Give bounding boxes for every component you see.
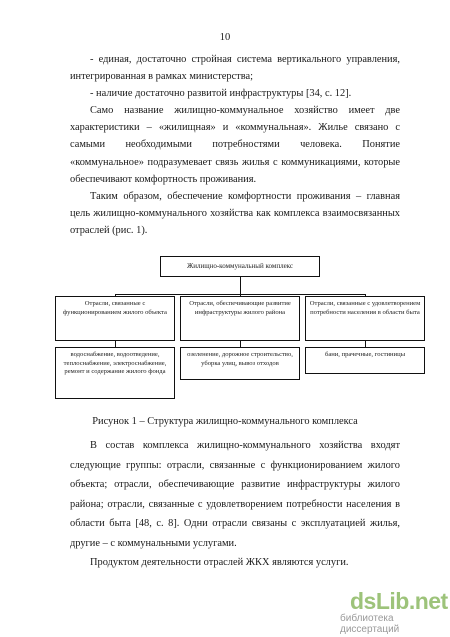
paragraph: - единая, достаточно стройная система вертикального управления, интегрированная в рамках министерства; [70,54,400,83]
body-text-bottom [70,436,400,573]
body-text-top [70,51,400,239]
paragraph: Таким образом, обеспечение комфортности проживания – главная цель жилищно-коммунального хозяйства как комплекса взаимосвязанных отраслей (рис. 1). [70,190,400,236]
structure-diagram [40,250,430,400]
figure-caption: Рисунок 1 – Структура жилищно-коммунального комплекса [92,416,358,427]
group-box-housing: Отрасли, связанные с функционированием жилого объекта [55,296,175,341]
watermark-subtitle: библиотека диссертаций [340,613,400,635]
page-number: 10 [219,32,231,43]
diagram-root-box: Жилищно-коммунальный комплекс [160,256,320,277]
group-box-services: Отрасли, связанные с удовлетворением потребности населения в области быта [305,296,425,341]
detail-box-housing: водоснабжение, водоотведение, теплоснабжение, электроснабжение, ремонт и содержание жилого фонда [55,347,175,399]
paragraph: Само название жилищно-коммунальное хозяйство имеет две характеристики – «жилищная» и «коммунальная». Жилье связано с самыми необходимыми потребностями человека. Понятие «коммунальное» подразумевает связь жилья с коммуникациями, которые обеспечивают комфортность проживания. [70,105,400,185]
watermark-logo: dsLib.net [350,588,448,614]
paragraph: Продуктом деятельности отраслей ЖКХ являются услуги. [90,557,349,568]
detail-box-services: бани, прачечные, гостиницы [305,347,425,374]
paragraph: - наличие достаточно развитой инфраструктуры [34, с. 12]. [90,88,352,100]
group-box-infrastructure: Отрасли, обеспечивающие развитие инфраструктуры жилого района [180,296,300,341]
paragraph: В состав комплекса жилищно-коммунального хозяйства входят следующие группы: отрасли, связанные с функционированием жилого объекта; отрасли, обеспечивающие развитие инфраструктуры жилого района; отрасли, связанные с удовлетворением потребности населения в области быта [48, с. 8]. Одни отрасли связаны с эксплуатацией жилья, другие – с коммунальными услугами. [70,440,400,549]
connector-line [240,277,241,294]
detail-box-infrastructure: озеленение, дорожное строительство, уборка улиц, вывоз отходов [180,347,300,380]
